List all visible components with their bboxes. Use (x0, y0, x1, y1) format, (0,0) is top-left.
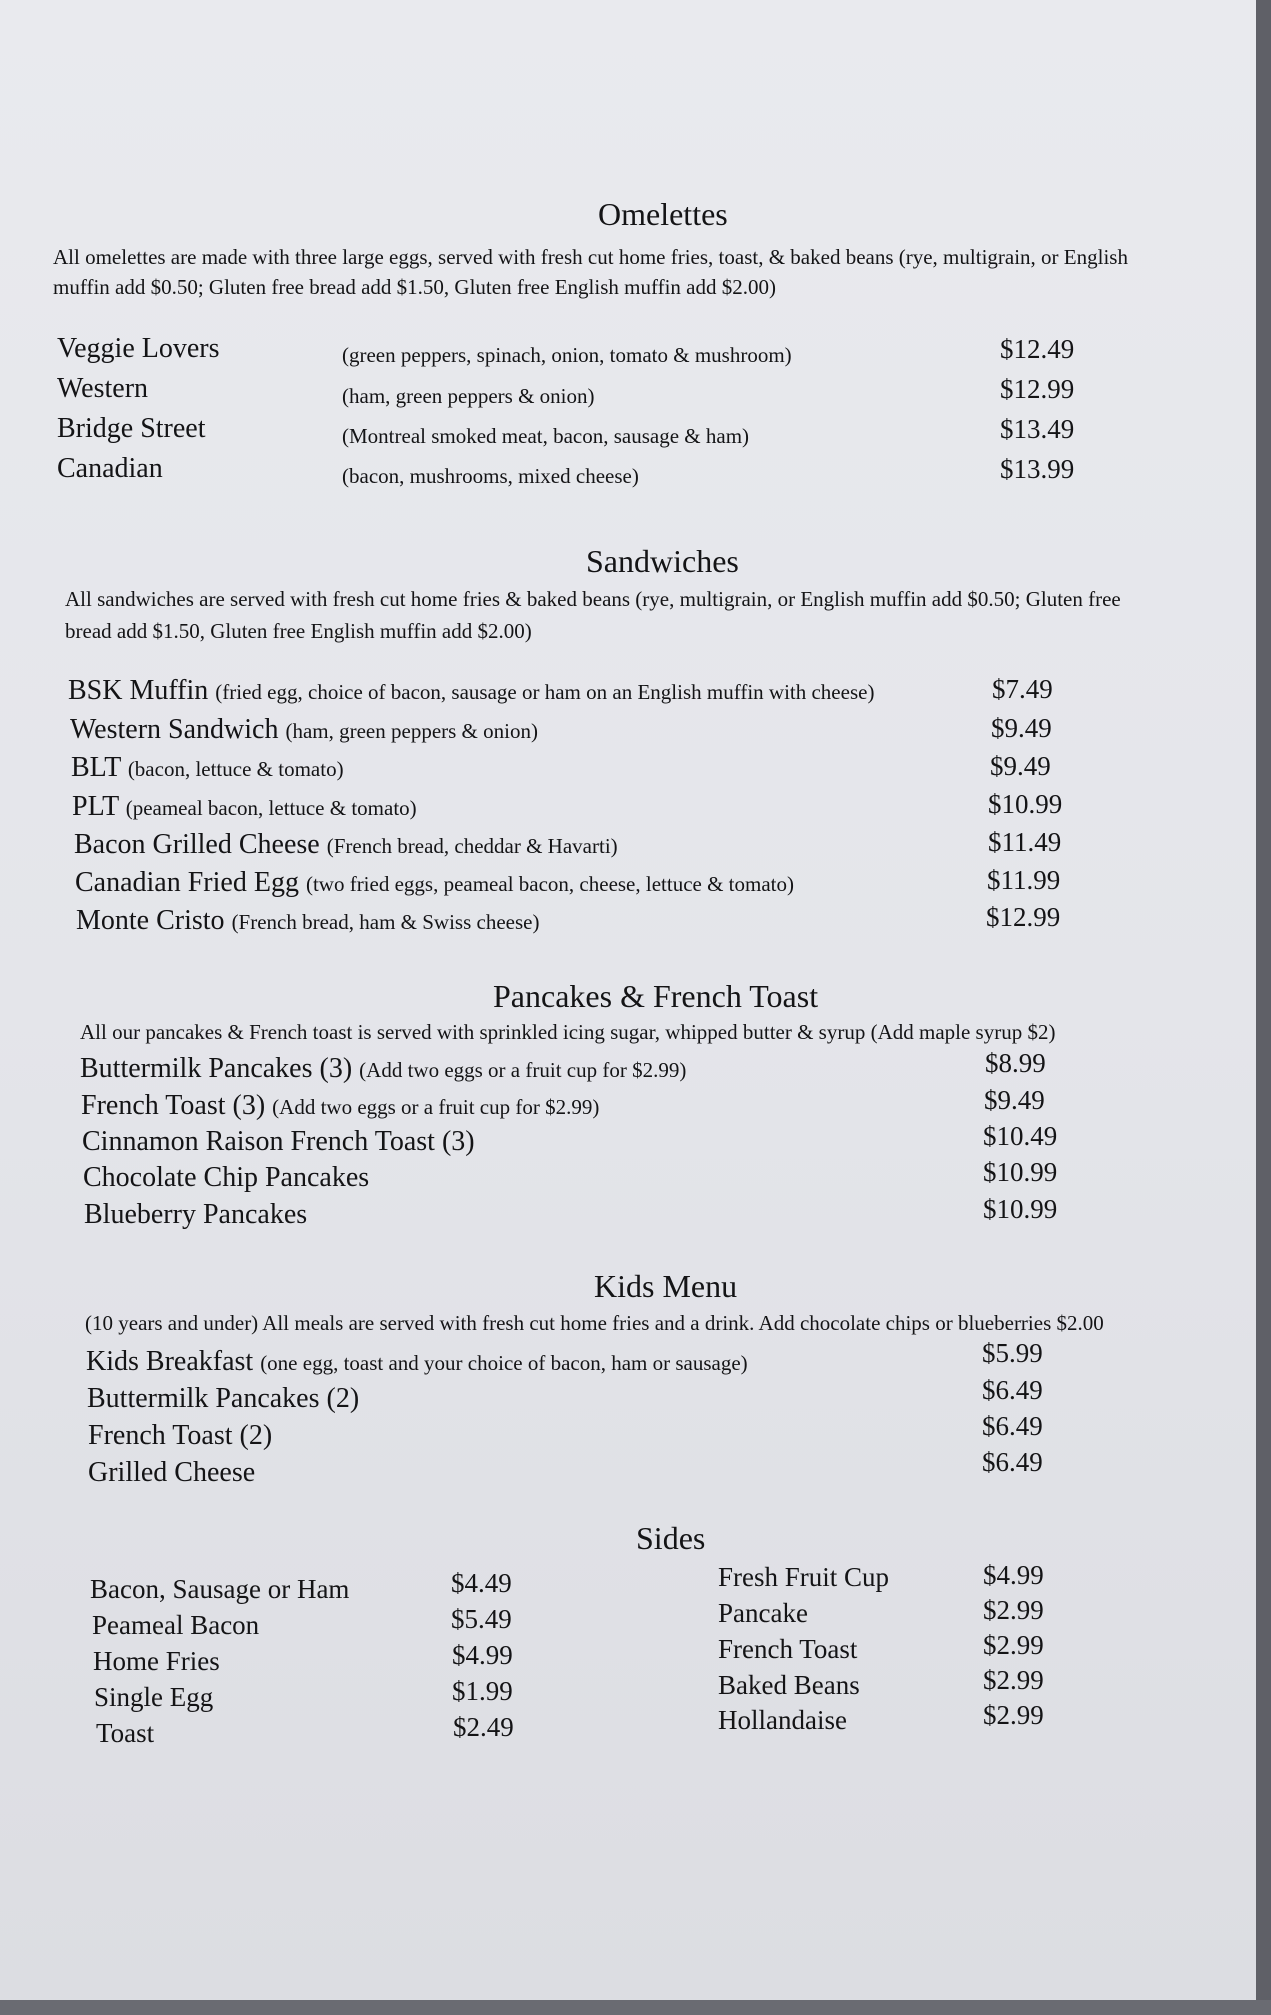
pancake-name: Chocolate Chip Pancakes (83, 1162, 370, 1193)
side-price: $1.99 (452, 1676, 513, 1706)
sandwich-row (71, 752, 344, 784)
side-price: $4.99 (983, 1560, 1044, 1590)
sandwich-note: (bacon, lettuce & tomato) (127, 757, 344, 781)
sandwich-name: Western Sandwich (70, 714, 279, 745)
side-name: Baked Beans (718, 1670, 860, 1700)
sandwich-note: (peameal bacon, lettuce & tomato) (125, 796, 417, 820)
kids-price: $6.49 (982, 1411, 1043, 1441)
kids-desc: (10 years and under) All meals are served with fresh cut home fries and a drink. Add chocolate chips or blueberries $2.00 (85, 1311, 1104, 1335)
omelettes-title: Omelettes (598, 196, 728, 232)
sandwich-row (68, 675, 874, 707)
pancake-row (80, 1053, 686, 1085)
table-edge-bottom (0, 2000, 1271, 2015)
sandwich-price: $12.99 (986, 902, 1061, 932)
sandwich-price: $11.99 (987, 865, 1061, 895)
side-name: Toast (96, 1718, 155, 1748)
pancake-name: Buttermilk Pancakes (3) (80, 1053, 353, 1084)
pancake-row (81, 1090, 599, 1122)
omelettes-desc-line2: muffin add $0.50; Gluten free bread add $1.50, Gluten free English muffin add $2.00) (53, 275, 776, 299)
table-edge-right (1256, 0, 1271, 2015)
sandwich-price: $7.49 (992, 674, 1053, 704)
side-price: $2.99 (983, 1595, 1044, 1625)
omelette-price: $13.49 (1000, 414, 1075, 444)
sandwiches-desc-line1: All sandwiches are served with fresh cut home fries & baked beans (rye, multigrain, or English muffin add $0.50; Gluten free (65, 587, 1121, 611)
side-price: $4.99 (452, 1640, 513, 1670)
side-name: Pancake (718, 1598, 808, 1628)
sandwich-price: $9.49 (991, 713, 1052, 743)
kids-price: $6.49 (982, 1375, 1043, 1405)
kids-name: French Toast (2) (88, 1420, 273, 1451)
sandwich-price: $9.49 (990, 751, 1051, 781)
sandwich-name: BSK Muffin (68, 675, 209, 706)
sandwich-name: Bacon Grilled Cheese (74, 829, 320, 860)
side-name: French Toast (718, 1634, 858, 1664)
sandwich-note: (ham, green peppers & onion) (285, 719, 538, 743)
sandwich-note: (French bread, cheddar & Havarti) (326, 834, 618, 858)
sandwiches-desc-line2: bread add $1.50, Gluten free English muffin add $2.00) (65, 619, 532, 643)
omelette-name: Veggie Lovers (57, 333, 220, 364)
side-price: $2.99 (983, 1700, 1044, 1730)
pancake-price: $10.49 (983, 1121, 1058, 1151)
kids-name: Grilled Cheese (88, 1457, 256, 1488)
sandwich-price: $11.49 (988, 827, 1062, 857)
omelette-name: Bridge Street (57, 413, 206, 444)
sandwich-name: Canadian Fried Egg (75, 867, 299, 898)
pancakes-title: Pancakes & French Toast (493, 978, 819, 1014)
side-name: Home Fries (93, 1646, 220, 1676)
side-price: $5.49 (451, 1604, 512, 1634)
pancake-price: $10.99 (983, 1194, 1058, 1224)
side-price: $2.99 (983, 1665, 1044, 1695)
kids-name: Kids Breakfast (86, 1346, 254, 1377)
side-name: Fresh Fruit Cup (718, 1562, 890, 1592)
sandwich-row (76, 905, 539, 937)
pancake-name: Blueberry Pancakes (84, 1199, 308, 1230)
pancake-note: (Add two eggs or a fruit cup for $2.99) (272, 1095, 600, 1119)
side-price: $2.99 (983, 1630, 1044, 1660)
pancake-note: (Add two eggs or a fruit cup for $2.99) (359, 1058, 687, 1082)
sandwich-note: (French bread, ham & Swiss cheese) (231, 910, 540, 934)
omelette-note: (bacon, mushrooms, mixed cheese) (342, 464, 639, 488)
sandwich-name: Monte Cristo (76, 905, 225, 936)
side-price: $2.49 (453, 1712, 514, 1742)
omelette-note: (green peppers, spinach, onion, tomato & mushroom) (342, 343, 792, 367)
omelette-name: Western (57, 373, 149, 404)
pancake-price: $8.99 (985, 1048, 1046, 1078)
sandwich-name: PLT (72, 791, 119, 822)
pancakes-desc: All our pancakes & French toast is served with sprinkled icing sugar, whipped butter & syrup (Add maple syrup $2) (80, 1020, 1056, 1044)
sides-title: Sides (636, 1520, 706, 1556)
omelette-price: $13.99 (1000, 454, 1075, 484)
sandwich-row (72, 791, 417, 823)
omelette-price: $12.49 (1000, 334, 1075, 364)
side-name: Peameal Bacon (92, 1610, 260, 1640)
kids-title: Kids Menu (594, 1268, 738, 1304)
pancake-price: $10.99 (983, 1157, 1058, 1187)
kids-price: $5.99 (982, 1338, 1043, 1368)
side-name: Hollandaise (718, 1705, 847, 1735)
omelettes-desc-line1: All omelettes are made with three large eggs, served with fresh cut home fries, toast, & baked beans (rye, multigrain, or English (53, 245, 1128, 269)
sandwich-row (70, 714, 538, 746)
pancake-price: $9.49 (984, 1085, 1045, 1115)
pancake-name: Cinnamon Raison French Toast (3) (82, 1126, 475, 1157)
sandwich-name: BLT (71, 752, 121, 783)
sandwich-note: (fried egg, choice of bacon, sausage or ham on an English muffin with cheese) (215, 680, 875, 704)
sandwich-row (75, 867, 794, 899)
omelette-price: $12.99 (1000, 374, 1075, 404)
sandwich-note: (two fried eggs, peameal bacon, cheese, lettuce & tomato) (305, 872, 794, 896)
omelette-note: (ham, green peppers & onion) (342, 384, 595, 408)
kids-price: $6.49 (982, 1447, 1043, 1477)
pancake-name: French Toast (3) (81, 1090, 266, 1121)
kids-note: (one egg, toast and your choice of bacon, ham or sausage) (260, 1351, 748, 1375)
sandwich-price: $10.99 (988, 789, 1063, 819)
omelette-name: Canadian (57, 453, 163, 484)
kids-name: Buttermilk Pancakes (2) (87, 1383, 360, 1414)
omelette-note: (Montreal smoked meat, bacon, sausage & ham) (342, 424, 750, 448)
side-price: $4.49 (451, 1568, 512, 1598)
sandwich-row (74, 829, 618, 861)
kids-row (86, 1346, 748, 1378)
sandwiches-title: Sandwiches (586, 543, 739, 579)
side-name: Bacon, Sausage or Ham (90, 1574, 350, 1604)
side-name: Single Egg (94, 1682, 214, 1712)
